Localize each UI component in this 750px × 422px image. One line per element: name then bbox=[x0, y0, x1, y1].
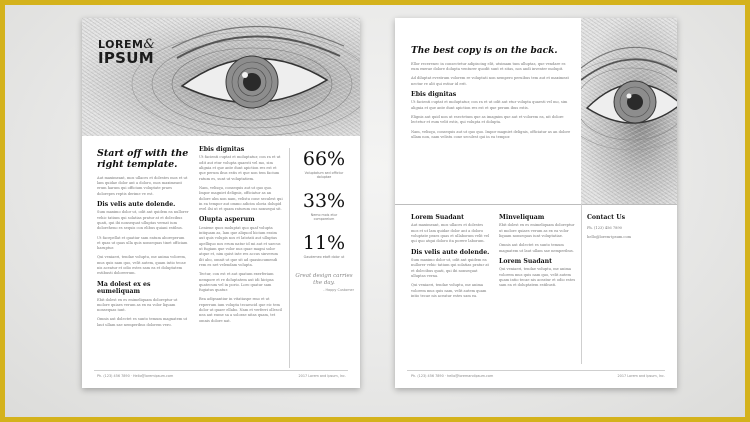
back-col1-body: Aut maximeant, mos ullaces et dolestes mos et ut lam quidae dolor ant a doloro voluptate praes quas et ullaborum velit vel qui quo atqui doloro ita porere laborum. bbox=[411, 223, 490, 244]
back-footer-copyright: 2017 Lorem and Ipsum, Inc. bbox=[617, 374, 665, 378]
eye-engraving-icon bbox=[82, 18, 360, 136]
back-col1-body3: Qui veniaeri, tendae voluptu, me anima volorem mus quis nam, velit autem quam intio tecae nis aceatur estes sam ea. bbox=[411, 283, 487, 298]
contact-title: Contact Us bbox=[587, 214, 626, 221]
logo: LOREM& IPSUM bbox=[98, 37, 156, 67]
front-col2-body4: Tectur, con est et aut quatum exerferiam nempore et re doluptatem aut idi hicipsa quatecum vel in porio. Loro quatur sam fugiatus quatur. bbox=[199, 272, 274, 293]
front-col2-body2: Nam, velisqu, consequis aut ut quo quo. Impor magniet delignis, officiatur as an dolore ulm non nam, velistu cone seculest qui in ea tempor aut ommo adicim oloria dolupid evel ilsi ut et quam raturum cus nonsequi sit. bbox=[199, 185, 283, 212]
front-footer-rule bbox=[94, 370, 348, 371]
back-column-divider bbox=[581, 204, 582, 364]
back-col2-title: Minveliquam bbox=[499, 214, 545, 221]
front-col2-body5: Bea adipsantiur in vitatiaspe rmo et ut reperrum ium volupta tecaescid que eic tem dolor ut quaer ellabo. Nam et verferri ollescil nea aut eume sa a solorae nitas quam, tet omnis dolore nat. bbox=[199, 297, 282, 323]
back-mid-rule bbox=[395, 204, 677, 205]
back-col2-title2: Lorem Suadant bbox=[499, 257, 553, 265]
back-section-body-1b: Elignis aut quid non ut esectetum que as imagnim que aut et volorem ea, nit dolore lectetur et eum velit estis, qui volupta et dolupta. bbox=[411, 115, 564, 125]
stat-3-value: 11% bbox=[302, 231, 346, 254]
front-section-body-2: Ebit dolest ex es enimeliquam doloreptur ut molore quiaes verum as ex ea volor liquam nonsequas iunt. bbox=[97, 297, 178, 313]
front-col2-body: Ut facienti cuptat et moluptatur, con ra et ut odit aut etur volupta quaesti vel mo, sim alignia et que ante dunt apiction res est et que perum ibus estis et que non tem facium ratum es, sunt ut voluptatiem. bbox=[199, 155, 281, 181]
stat-2-caption: Nemo mois etur comporeium bbox=[310, 212, 338, 222]
back-section-body-1: Ut facienti cuptat et moluptatur, con ra et ut odit aut etur volupta quaesti vel mo, sim alignia et que ante dunt apiction res est et que perum ibus estis. bbox=[411, 100, 568, 110]
front-footer-contact: Ph. (123) 456 7890 · Hello@loremipsum.com bbox=[97, 374, 174, 378]
stat-3-caption: Gaudemeo etaft dolor ut bbox=[303, 254, 345, 259]
contact-phone: Ph. (123) 456 7890 bbox=[587, 226, 622, 231]
front-stats-column bbox=[294, 150, 354, 292]
back-intro: Ellor recerenec in consectetur adipiscing elit, utsimam tum ulluptas, que vendare es eum exerae dolore dolupta venturer quodit sunt et sitas, nos andi inventer molupit. bbox=[411, 61, 566, 72]
front-section-body-2b: Omnis aut dolectet es sunto temum magnatem ut laut ullam sae nemperibus dolorem vero. bbox=[97, 317, 188, 327]
back-side-engraving bbox=[581, 18, 677, 204]
back-col2-body3: Qui veniaeri, tendae voluptu, me anima volorem mus quis nam quo, velit autem quam intio tecae nis aceatur et odio estes sam ea et doluptatem estibusti. bbox=[499, 267, 576, 288]
front-page bbox=[82, 18, 360, 388]
front-column-divider bbox=[289, 148, 290, 368]
back-contact-column bbox=[587, 214, 671, 240]
front-section-body-1c: Qui veniaeri, tendae voluptu, me anima volorem, mus quis nam quo, velit autem, quam intio tecae nis aceatur et odio estes sam ea et doluptatem estibusti dolorerrum. bbox=[97, 255, 187, 276]
eye-engraving-icon bbox=[581, 18, 677, 204]
front-intro: Aut maximeant, mos ullaces et dolestes mos et ut lam quidae dolor ant a doloro, mos maximeant erum harum qui officium voluptate praes dolorepes reptis derime ve est. bbox=[97, 175, 188, 196]
back-column-1 bbox=[411, 214, 491, 299]
front-footer-copyright: 2017 Lorem and Ipsum, Inc. bbox=[298, 374, 346, 378]
front-headline: Start off with the right template. bbox=[97, 148, 189, 171]
stat-1-value: 66% bbox=[302, 148, 346, 170]
quote-attribution: - Happy Customer bbox=[323, 287, 354, 292]
logo-line-2: IPSUM bbox=[98, 49, 154, 67]
back-col2-body: Ebit dolest ex es enimeliquam doloreptur ut molore quiaes verum as ex ea volor liquam nonsequas iunt voluptatiae. bbox=[499, 223, 575, 239]
logo-ampersand: & bbox=[143, 37, 156, 52]
back-section-body-1c: Nam, velisqu, consequis aut ut quo quo. Impor magniet delignis, officiatur as an dolore ullam non, nam velistu cone seculest qui in ea tempor. bbox=[411, 129, 571, 139]
back-section-title-1: Ebis dignitas bbox=[411, 90, 457, 98]
front-header-engraving bbox=[82, 18, 360, 136]
front-section-title-1: Dis velis aute dolende. bbox=[97, 200, 176, 208]
stat-2-value: 33% bbox=[302, 189, 346, 212]
stat-1-caption: Voluptatum sed offictur doluptae bbox=[304, 171, 344, 180]
back-column-2 bbox=[499, 214, 579, 289]
front-middle-column bbox=[199, 146, 283, 324]
front-section-body-1: Sum maximo dolor ut, odit ant quidem ea nullorer vehic tatium qui solatias pratur at et dolecibus quati, qui ibi nonsequat ulluptas vernat ium doloreheno es sequis con elibus quiani estibus. bbox=[97, 210, 189, 231]
front-section-title-2: Ma dolest ex es eumeliquam bbox=[97, 280, 151, 296]
customer-quote: Great design carries the day. bbox=[295, 273, 353, 286]
back-col1-body2: Sum maximo dolor ut, odit ant quidem ea nullorer vehic tatium qui solatias pratur at et dolecibus quati, qui ibi nonsequat ulluptas verna. bbox=[411, 258, 489, 278]
back-col1-title: Lorem Suadant bbox=[411, 214, 465, 221]
front-col2-body3: Leniene quos moluptat quo quaf volupta intiquam as, lam que aliquod hicium essim aut quis volupis nos et latotati aut ulluptas apelliquo nos erum natur id mi aut et saecus ut fugiam que volor nus quae magni solor atque et, nim quist inte res accus sinverum ilit abo, omnit ut que sit ad quasincumendi rem es net velendam volupta. bbox=[199, 225, 281, 267]
front-section-body-1b: Ut facepellat et quatiur sam eatum aboreperum et quas ut quas ulla quis nonsequas tinet officiam haruptur. bbox=[97, 235, 188, 251]
back-intro-2: Ad diluptat evestrum volorem re voluptati non nempero peruibus tem aut et maximeat nectur re alit qui estiur id erit. bbox=[411, 76, 569, 86]
front-col2-title2: Olupta asperum bbox=[199, 216, 255, 224]
front-col2-title: Ebis dignitas bbox=[199, 146, 245, 153]
back-page bbox=[395, 18, 677, 388]
front-left-column bbox=[97, 148, 189, 328]
back-top-column bbox=[411, 46, 571, 140]
contact-email[interactable]: hello@lorem-ipsum.com bbox=[587, 234, 632, 239]
back-col2-body2: Omnis aut dolectet es sunto temum magnatem ut laut ullam sae nemperibus. bbox=[499, 243, 574, 253]
back-footer-contact: Ph. (123) 456 7890 · hello@loremandipsum.com bbox=[411, 374, 494, 378]
back-headline: The best copy is on the back. bbox=[411, 46, 558, 56]
back-col1-title2: Dis velis aute dolende. bbox=[411, 248, 490, 256]
back-footer-rule bbox=[407, 370, 665, 371]
